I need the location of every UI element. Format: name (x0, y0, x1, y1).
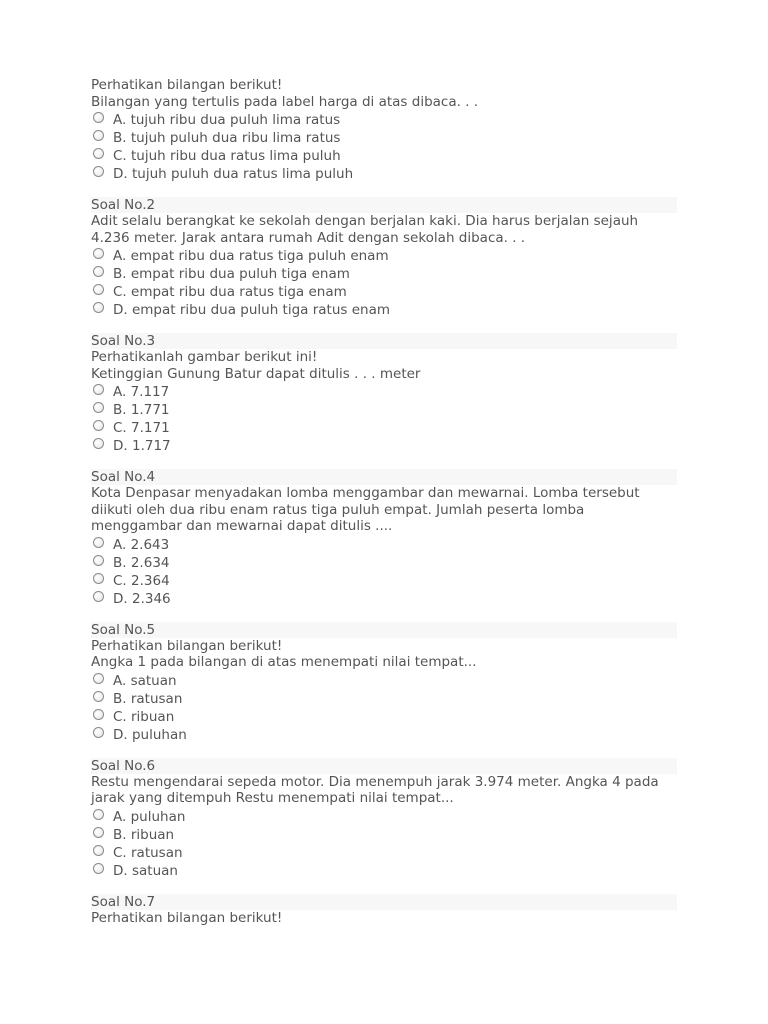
option-b[interactable] (91, 265, 677, 283)
question-header: Soal No.7 (91, 894, 677, 910)
option-label: C. empat ribu dua ratus tiga enam (113, 284, 347, 300)
option-c[interactable] (91, 708, 677, 726)
radio-button-icon[interactable] (93, 284, 104, 295)
option-label: B. 1.771 (113, 402, 170, 418)
option-label: C. 2.364 (113, 572, 170, 589)
option-b[interactable] (91, 401, 677, 419)
option-d[interactable] (91, 862, 677, 880)
option-label: C. tujuh ribu dua ratus lima puluh (113, 148, 341, 164)
option-label: C. ribuan (113, 708, 175, 725)
question-6 (91, 758, 677, 880)
question-text: Perhatikanlah gambar berikut ini! (91, 349, 318, 365)
radio-button-icon[interactable] (93, 845, 104, 856)
radio-button-icon[interactable] (93, 302, 104, 313)
option-label: D. 1.717 (113, 438, 171, 454)
question-text: Restu mengendarai sepeda motor. Dia menempuh jarak 3.974 meter. Angka 4 pada jarak yang ditempuh Restu menempati nilai tempat... (91, 773, 659, 806)
question-header: Soal No.2 (91, 197, 677, 213)
option-label: A. tujuh ribu dua puluh lima ratus (113, 112, 341, 128)
radio-button-icon[interactable] (93, 673, 104, 684)
option-b[interactable] (91, 690, 677, 708)
option-d[interactable] (91, 165, 677, 183)
radio-button-icon[interactable] (93, 709, 104, 720)
radio-button-icon[interactable] (93, 402, 104, 413)
question-header: Soal No.3 (91, 333, 677, 349)
option-d[interactable] (91, 726, 677, 744)
option-b[interactable] (91, 129, 677, 147)
question-4 (91, 469, 677, 608)
option-list (91, 536, 677, 608)
radio-button-icon[interactable] (93, 555, 104, 566)
question-3 (91, 333, 677, 455)
option-d[interactable] (91, 437, 677, 455)
radio-button-icon[interactable] (93, 420, 104, 431)
option-list (91, 383, 677, 455)
option-label: D. tujuh puluh dua ratus lima puluh (113, 166, 354, 182)
option-a[interactable] (91, 808, 677, 826)
radio-button-icon[interactable] (93, 537, 104, 548)
option-label: B. empat ribu dua puluh tiga enam (113, 266, 350, 282)
radio-button-icon[interactable] (93, 591, 104, 602)
option-label: C. 7.171 (113, 420, 170, 436)
question-header: Soal No.6 (91, 758, 677, 774)
option-label: B. ratusan (113, 690, 183, 707)
radio-button-icon[interactable] (93, 827, 104, 838)
radio-button-icon[interactable] (93, 863, 104, 874)
quiz-page (91, 77, 677, 940)
option-list (91, 672, 677, 744)
radio-button-icon[interactable] (93, 130, 104, 141)
radio-button-icon[interactable] (93, 166, 104, 177)
question-2 (91, 197, 677, 319)
option-a[interactable] (91, 672, 677, 690)
option-a[interactable] (91, 247, 677, 265)
option-d[interactable] (91, 590, 677, 608)
question-text: Perhatikan bilangan berikut! (91, 909, 283, 926)
option-label: D. empat ribu dua puluh tiga ratus enam (113, 302, 391, 318)
option-list (91, 111, 677, 183)
question-header: Soal No.5 (91, 622, 677, 638)
question-text: Kota Denpasar menyadakan lomba menggambar dan mewarnai. Lomba tersebut diikuti oleh dua ribu enam ratus tiga puluh empat. Jumlah peserta lomba menggambar dan mewarnai dapat ditulis .... (91, 485, 640, 534)
option-list (91, 808, 677, 880)
radio-button-icon[interactable] (93, 266, 104, 277)
option-a[interactable] (91, 111, 677, 129)
radio-button-icon[interactable] (93, 573, 104, 584)
option-c[interactable] (91, 844, 677, 862)
option-b[interactable] (91, 554, 677, 572)
option-label: B. 2.634 (113, 554, 170, 571)
option-c[interactable] (91, 147, 677, 165)
option-label: D. satuan (113, 862, 178, 879)
option-label: A. 2.643 (113, 536, 170, 553)
option-label: B. ribuan (113, 826, 175, 843)
option-label: B. tujuh puluh dua ribu lima ratus (113, 130, 341, 146)
option-a[interactable] (91, 536, 677, 554)
option-label: D. puluhan (113, 726, 187, 743)
option-label: A. empat ribu dua ratus tiga puluh enam (113, 248, 389, 264)
question-header: Soal No.4 (91, 469, 677, 485)
question-text: Perhatikan bilangan berikut! (91, 637, 283, 654)
option-c[interactable] (91, 419, 677, 437)
question-text: Perhatikan bilangan berikut! (91, 77, 283, 93)
question-1 (91, 77, 677, 183)
option-b[interactable] (91, 826, 677, 844)
radio-button-icon[interactable] (93, 248, 104, 259)
question-text: Adit selalu berangkat ke sekolah dengan berjalan kaki. Dia harus berjalan sejauh 4.236 meter. Jarak antara rumah Adit dengan sekolah dibaca. . . (91, 213, 639, 246)
radio-button-icon[interactable] (93, 438, 104, 449)
radio-button-icon[interactable] (93, 691, 104, 702)
option-c[interactable] (91, 283, 677, 301)
radio-button-icon[interactable] (93, 809, 104, 820)
option-label: C. ratusan (113, 844, 183, 861)
question-text: Bilangan yang tertulis pada label harga di atas dibaca. . . (91, 93, 479, 110)
option-list (91, 247, 677, 319)
option-a[interactable] (91, 383, 677, 401)
question-text: Ketinggian Gunung Batur dapat ditulis . . . meter (91, 365, 421, 382)
question-text: Angka 1 pada bilangan di atas menempati nilai tempat... (91, 654, 477, 670)
radio-button-icon[interactable] (93, 112, 104, 123)
option-label: A. 7.117 (113, 384, 170, 400)
option-d[interactable] (91, 301, 677, 319)
question-7 (91, 894, 677, 927)
option-c[interactable] (91, 572, 677, 590)
option-label: D. 2.346 (113, 590, 171, 607)
radio-button-icon[interactable] (93, 727, 104, 738)
option-label: A. satuan (113, 672, 177, 689)
question-5 (91, 622, 677, 744)
radio-button-icon[interactable] (93, 148, 104, 159)
option-label: A. puluhan (113, 808, 186, 825)
radio-button-icon[interactable] (93, 384, 104, 395)
